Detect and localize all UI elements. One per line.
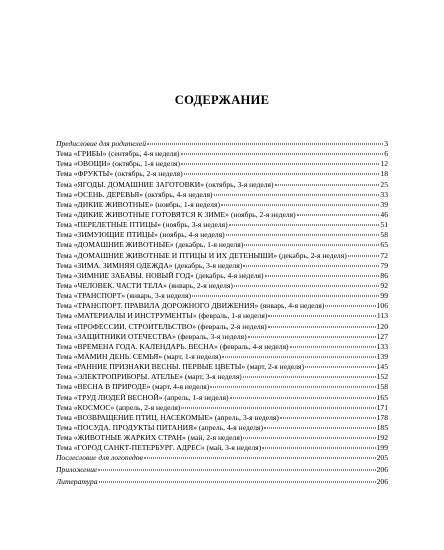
toc-entry-text xyxy=(56,433,242,443)
dot-leader xyxy=(214,194,380,195)
toc-entry-topic: «ВОЗВРАЩЕНИЕ ПТИЦ. НАСЕКОМЫЕ» xyxy=(73,412,213,422)
toc-entry-page-number: 206 xyxy=(376,465,388,474)
toc-entry-note: (февраль, 1-я неделя) xyxy=(196,311,268,321)
toc-entry-text xyxy=(56,281,233,291)
toc-entry-page-number: 185 xyxy=(376,422,388,432)
toc-entry-page-number: 18 xyxy=(380,169,388,179)
toc-entry-text xyxy=(56,180,274,190)
page-title: СОДЕРЖАНИЕ xyxy=(174,93,270,107)
toc-entry-topic: «ЯГОДЫ. ДОМАШНИЕ ЗАГОТОВКИ» xyxy=(73,179,204,189)
toc-entry-text xyxy=(56,372,242,382)
toc-entry-note: (май, 3-я неделя) xyxy=(204,443,262,453)
toc-entry-prefix: Тема xyxy=(56,250,74,260)
toc-entry xyxy=(56,372,388,382)
toc-entry-note: (апрель, 3-я неделя) xyxy=(212,412,279,422)
toc-entry-prefix: Тема xyxy=(56,372,74,382)
toc-entry xyxy=(56,230,388,240)
toc-entry-note: (ноябрь, 4-я неделя) xyxy=(157,230,225,240)
toc-entry xyxy=(56,271,388,281)
toc-entry xyxy=(56,403,388,413)
toc-entry-page-number: 152 xyxy=(376,372,388,382)
dot-leader xyxy=(144,458,376,459)
toc-entry-topic: «ДИКИЕ ЖИВОТНЫЕ» xyxy=(73,199,154,209)
toc-entry-topic: «КОСМОС» xyxy=(73,402,115,412)
dot-leader xyxy=(265,275,380,276)
toc-entry-topic: «ТРАНСПОРТ» xyxy=(73,291,125,301)
table-of-contents xyxy=(56,139,388,487)
toc-entry-topic: «ДОМАШНИЕ ЖИВОТНЫЕ» xyxy=(73,240,174,250)
toc-entry-prefix: Тема xyxy=(56,341,74,351)
toc-entry-prefix: Тема xyxy=(56,220,74,230)
toc-entry xyxy=(56,301,388,311)
toc-entry-note: (декабрь, 4-я неделя) xyxy=(193,270,264,280)
toc-entry-prefix: Тема xyxy=(56,311,74,321)
toc-entry xyxy=(56,465,388,475)
toc-entry-text xyxy=(56,382,209,392)
toc-entry-page-number: 106 xyxy=(376,301,388,311)
toc-entry-page-number: 165 xyxy=(376,392,388,402)
toc-entry-prefix: Тема xyxy=(56,270,74,280)
toc-entry xyxy=(56,281,388,291)
toc-entry-text xyxy=(56,230,225,240)
dot-leader xyxy=(297,214,380,215)
toc-entry-prefix: Тема xyxy=(56,443,74,453)
toc-entry-prefix: Тема xyxy=(56,331,74,341)
toc-entry-note: (декабрь, 3-я неделя) xyxy=(172,260,243,270)
toc-entry-text xyxy=(56,403,180,413)
toc-entry-prefix: Тема xyxy=(56,169,74,179)
toc-entry xyxy=(56,332,388,342)
toc-entry-page-number: 99 xyxy=(380,291,388,301)
toc-entry xyxy=(56,382,388,392)
toc-entry-prefix: Тема xyxy=(56,412,74,422)
dot-leader xyxy=(222,356,376,357)
dot-leader xyxy=(210,387,375,388)
toc-entry-topic: «ЗИМНИЕ ЗАБАВЫ. НОВЫЙ ГОД» xyxy=(73,270,194,280)
toc-entry-text: Послесловие для логопедов xyxy=(56,453,143,463)
toc-entry-page-number: 171 xyxy=(376,402,388,412)
toc-entry-note: (май, 2-я неделя) xyxy=(185,433,243,443)
toc-entry-prefix: Тема xyxy=(56,209,74,219)
toc-entry-text xyxy=(56,149,180,159)
toc-entry xyxy=(56,180,388,190)
dot-leader xyxy=(192,296,379,297)
toc-entry xyxy=(56,220,388,230)
toc-entry xyxy=(56,423,388,433)
toc-entry-page-number: 192 xyxy=(376,433,388,443)
toc-entry-topic: «ГОРОД САНКТ-ПЕТЕРБУРГ. АДРЕС» xyxy=(73,443,205,453)
dot-leader xyxy=(305,367,376,368)
dot-leader xyxy=(348,255,380,256)
toc-entry-page-number: 113 xyxy=(376,311,388,321)
toc-entry-text xyxy=(56,322,267,332)
toc-entry xyxy=(56,352,388,362)
dot-leader xyxy=(268,316,376,317)
dot-leader xyxy=(244,245,379,246)
toc-entry-text xyxy=(56,220,228,230)
toc-entry-note: (октябрь, 3-я неделя) xyxy=(204,179,274,189)
toc-entry-note: (октябрь, 1-я неделя) xyxy=(110,159,181,169)
toc-entry-note: (январь, 3-я неделя) xyxy=(125,291,191,301)
toc-entry xyxy=(56,169,388,179)
dot-leader xyxy=(280,417,376,418)
dot-leader xyxy=(181,164,379,165)
toc-entry xyxy=(56,159,388,169)
toc-entry-topic: «МАМИН ДЕНЬ. СЕМЬЯ» xyxy=(73,351,163,361)
toc-entry-prefix: Тема xyxy=(56,301,74,311)
toc-entry-text xyxy=(56,190,213,200)
toc-entry-note: (октябрь, 4-я неделя) xyxy=(143,189,213,199)
toc-entry-text xyxy=(56,413,279,423)
dot-leader xyxy=(248,336,376,337)
toc-entry-page-number: 145 xyxy=(376,362,388,372)
toc-entry-page-number: 58 xyxy=(380,230,388,240)
toc-entry-text: Приложение xyxy=(56,465,98,474)
toc-entry-topic: «ЖИВОТНЫЕ ЖАРКИХ СТРАН» xyxy=(73,433,186,443)
toc-entry-text xyxy=(56,423,263,433)
toc-entry-topic: «ДИКИЕ ЖИВОТНЫЕ ГОТОВЯТСЯ К ЗИМЕ» xyxy=(73,209,229,219)
toc-entry-text xyxy=(56,311,267,321)
toc-entry-prefix: Тема xyxy=(56,149,74,159)
toc-entry-topic: «МАТЕРИАЛЫ И ИНСТРУМЕНТЫ» xyxy=(73,311,197,321)
toc-entry-note: (март, 3-я неделя) xyxy=(182,372,242,382)
toc-entry-topic: «ФРУКТЫ» xyxy=(73,169,114,179)
toc-entry-page-number: 25 xyxy=(380,179,388,189)
dot-leader xyxy=(147,144,383,145)
toc-entry-topic: «ЗИМА. ЗИМНЯЯ ОДЕЖДА» xyxy=(73,260,173,270)
toc-entry-prefix: Тема xyxy=(56,402,74,412)
toc-entry-page-number: 12 xyxy=(380,159,388,169)
toc-entry-page-number: 79 xyxy=(380,260,388,270)
toc-entry-page-number: 65 xyxy=(380,240,388,250)
dot-leader xyxy=(275,184,380,185)
dot-leader xyxy=(325,306,375,307)
toc-entry-note: (ноябрь, 1-я неделя) xyxy=(153,199,220,209)
toc-entry-prefix: Тема xyxy=(56,159,74,169)
toc-entry-page-number: 72 xyxy=(380,250,388,260)
toc-entry-text xyxy=(56,291,191,301)
dot-leader xyxy=(234,285,379,286)
toc-entry xyxy=(56,453,388,463)
toc-entry-topic: «РАННИЕ ПРИЗНАКИ ВЕСНЫ. ПЕРВЫЕ ЦВЕТЫ» xyxy=(73,362,246,372)
toc-entry-text xyxy=(56,261,242,271)
toc-entry-topic: «ЗИМУЮЩИЕ ПТИЦЫ» xyxy=(73,230,158,240)
toc-entry-text: Предисловие для родителей xyxy=(56,139,147,148)
toc-entry-text: Литература xyxy=(56,476,98,486)
toc-entry-note: (апрель, 4-я неделя) xyxy=(196,422,264,432)
dot-leader xyxy=(221,204,379,205)
toc-entry-prefix: Тема xyxy=(56,199,74,209)
toc-entry-text xyxy=(56,332,247,342)
toc-entry-page-number: 120 xyxy=(376,321,388,331)
toc-entry-prefix: Тема xyxy=(56,189,74,199)
toc-entry-topic: «ЗАЩИТНИКИ ОТЕЧЕСТВА» xyxy=(73,331,176,341)
toc-entry-note: (январь, 2-я неделя) xyxy=(166,280,233,290)
toc-entry-prefix: Тема xyxy=(56,280,74,290)
toc-entry xyxy=(56,393,388,403)
dot-leader xyxy=(184,174,380,175)
toc-entry-note: (ноябрь, 2-я неделя) xyxy=(228,209,296,219)
toc-entry-note: (декабрь, 2-я неделя) xyxy=(277,250,347,260)
dot-leader xyxy=(226,235,380,236)
toc-entry-topic: «ВЕСНА В ПРИРОДЕ» xyxy=(73,382,151,392)
toc-entry-page-number: 178 xyxy=(376,412,388,422)
toc-entry-topic: «ТРАНСПОРТ. ПРАВИЛА ДОРОЖНОГО ДВИЖЕНИЯ» xyxy=(73,301,259,311)
dot-leader xyxy=(181,154,384,155)
toc-entry-note: (декабрь, 1-я неделя) xyxy=(173,240,244,250)
toc-entry-text xyxy=(56,200,220,210)
toc-entry-note: (март, 2-я неделя) xyxy=(245,362,305,372)
toc-entry-prefix: Тема xyxy=(56,392,74,402)
toc-entry xyxy=(56,240,388,250)
toc-entry-topic: «ЧЕЛОВЕК. ЧАСТИ ТЕЛА» xyxy=(73,280,167,290)
toc-entry-note: (март, 4-я неделя) xyxy=(150,382,210,392)
dot-leader xyxy=(229,225,380,226)
toc-entry-prefix: Тема xyxy=(56,230,74,240)
toc-entry-note: (февраль, 2-я неделя) xyxy=(196,321,267,331)
toc-entry xyxy=(56,433,388,443)
toc-entry-topic: «ВРЕМЕНА ГОДА. КАЛЕНДАРЬ. ВЕСНА» xyxy=(73,341,218,351)
toc-entry-prefix: Тема xyxy=(56,321,74,331)
toc-entry-prefix: Тема xyxy=(56,433,74,443)
toc-entry-page-number: 133 xyxy=(376,341,388,351)
toc-entry-prefix: Тема xyxy=(56,291,74,301)
toc-entry-topic: «ОВОЩИ» xyxy=(73,159,111,169)
toc-entry xyxy=(56,311,388,321)
toc-entry-page-number: 206 xyxy=(376,476,388,486)
toc-entry-prefix: Тема xyxy=(56,260,74,270)
toc-entry-note: (январь, 4-я неделя) xyxy=(258,301,325,311)
dot-leader xyxy=(290,346,376,347)
toc-entry xyxy=(56,477,388,487)
toc-entry-topic: «ТРУД ЛЮДЕЙ ВЕСНОЙ» xyxy=(73,392,163,402)
toc-entry xyxy=(56,443,388,453)
toc-entry-page-number: 3 xyxy=(384,139,388,148)
toc-entry-text xyxy=(56,362,304,372)
dot-leader xyxy=(243,265,379,266)
toc-entry-page-number: 39 xyxy=(380,199,388,209)
dot-leader xyxy=(243,438,375,439)
toc-entry-prefix: Тема xyxy=(56,351,74,361)
toc-entry xyxy=(56,200,388,210)
toc-entry-page-number: 51 xyxy=(380,220,388,230)
toc-entry-prefix: Тема xyxy=(56,382,74,392)
dot-leader xyxy=(262,448,375,449)
toc-entry xyxy=(56,251,388,261)
toc-entry-prefix: Тема xyxy=(56,240,74,250)
toc-entry xyxy=(56,261,388,271)
toc-entry-topic: «ЭЛЕКТРОПРИБОРЫ. АТЕЛЬЕ» xyxy=(73,372,183,382)
toc-entry-prefix: Тема xyxy=(56,362,74,372)
toc-entry xyxy=(56,362,388,372)
toc-entry-topic: «ДОМАШНИЕ ЖИВОТНЫЕ И ПТИЦЫ И ИХ ДЕТЕНЫШИ» xyxy=(73,250,278,260)
toc-entry-page-number: 86 xyxy=(380,270,388,280)
toc-entry xyxy=(56,291,388,301)
toc-entry-note: (сентябрь, 4-я неделя) xyxy=(106,149,180,159)
toc-entry xyxy=(56,342,388,352)
dot-leader xyxy=(243,377,376,378)
toc-entry-page-number: 127 xyxy=(376,331,388,341)
toc-entry xyxy=(56,210,388,220)
toc-entry-page-number: 199 xyxy=(376,443,388,453)
toc-entry-text xyxy=(56,159,180,169)
toc-entry xyxy=(56,149,388,159)
toc-entry-text xyxy=(56,443,261,453)
toc-entry-topic: «ОСЕНЬ. ДЕРЕВЬЯ» xyxy=(73,189,144,199)
toc-entry-topic: «ПОСУДА. ПРОДУКТЫ ПИТАНИЯ» xyxy=(73,422,197,432)
dot-leader xyxy=(268,326,376,327)
toc-entry-text xyxy=(56,169,183,179)
toc-entry-text xyxy=(56,301,324,311)
dot-leader xyxy=(264,427,376,428)
toc-entry-page-number: 158 xyxy=(376,382,388,392)
toc-entry-prefix: Тема xyxy=(56,422,74,432)
dot-leader xyxy=(230,397,376,398)
toc-entry-note: (февраль, 4-я неделя) xyxy=(217,341,289,351)
toc-entry xyxy=(56,139,388,149)
toc-entry-note: (февраль, 3-я неделя) xyxy=(175,331,247,341)
toc-entry-note: (апрель, 2-я неделя) xyxy=(114,402,181,412)
toc-entry-note: (март, 1-я неделя) xyxy=(162,351,222,361)
toc-entry-text xyxy=(56,240,243,250)
dot-leader xyxy=(98,470,375,471)
toc-entry xyxy=(56,322,388,332)
toc-entry-page-number: 6 xyxy=(384,149,388,159)
toc-entry-prefix: Тема xyxy=(56,179,74,189)
toc-entry-topic: «ПРОФЕССИИ. СТРОИТЕЛЬСТВО» xyxy=(73,321,196,331)
toc-entry-text xyxy=(56,393,229,403)
toc-entry-page-number: 92 xyxy=(380,280,388,290)
toc-entry-note: (апрель, 1-я неделя) xyxy=(162,392,229,402)
toc-entry-text xyxy=(56,251,347,261)
dot-leader xyxy=(99,481,376,482)
toc-entry-page-number: 205 xyxy=(376,453,388,463)
toc-entry xyxy=(56,413,388,423)
dot-leader xyxy=(181,407,375,408)
toc-entry-page-number: 33 xyxy=(380,189,388,199)
toc-entry-note: (ноябрь, 3-я неделя) xyxy=(161,220,228,230)
toc-entry-text xyxy=(56,342,289,352)
toc-entry-text xyxy=(56,271,264,281)
toc-entry-topic: «ГРИБЫ» xyxy=(73,149,107,159)
toc-entry-text xyxy=(56,210,296,220)
toc-entry-text xyxy=(56,352,221,362)
toc-entry xyxy=(56,190,388,200)
toc-entry-note: (октябрь, 2-я неделя) xyxy=(113,169,183,179)
toc-entry-page-number: 46 xyxy=(380,209,388,219)
toc-entry-topic: «ПЕРЕЛЕТНЫЕ ПТИЦЫ» xyxy=(73,220,162,230)
toc-entry-page-number: 139 xyxy=(376,351,388,361)
